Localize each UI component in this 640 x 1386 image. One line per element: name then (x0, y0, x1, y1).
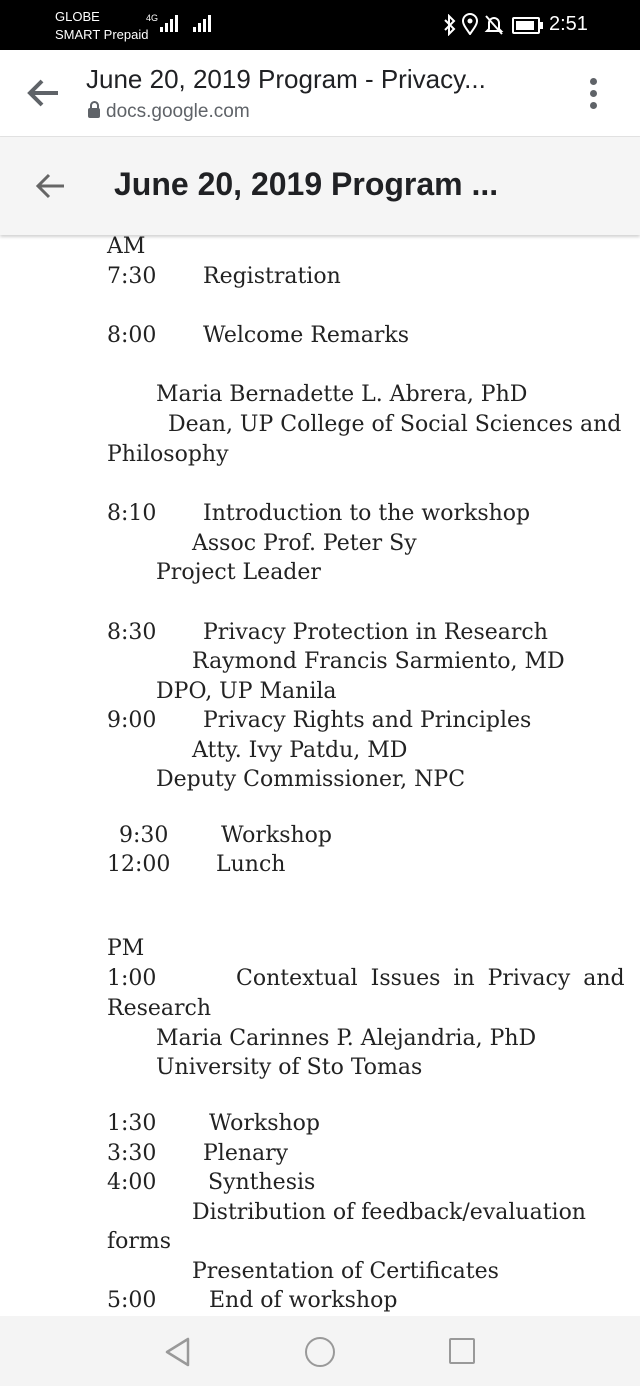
document-body (0, 236, 640, 1316)
url-display[interactable] (88, 101, 250, 123)
event-title: Workshop (209, 1111, 320, 1136)
time-label: 7:30 (107, 264, 157, 289)
lock-icon (88, 108, 100, 118)
nav-back-icon[interactable] (164, 1336, 192, 1368)
carrier-info (55, 8, 148, 44)
status-bar (0, 0, 640, 50)
more-options-icon[interactable] (583, 76, 605, 112)
time-label: 12:00 (107, 852, 171, 877)
speaker-role-cont: Philosophy (107, 442, 229, 467)
event-title: Registration (203, 264, 341, 289)
event-title-text: Contextual Issues in Privacy and (236, 966, 625, 991)
signal-strength-2-icon (193, 14, 217, 32)
event-title: End of workshop (209, 1288, 398, 1313)
speaker-role: Project Leader (156, 560, 321, 585)
time-label: 4:00 (107, 1170, 157, 1195)
agenda-item: Distribution of feedback/evaluation (192, 1200, 586, 1225)
battery-icon (512, 17, 540, 34)
time-label: 8:10 (107, 501, 157, 526)
event-title: Privacy Rights and Principles (203, 708, 532, 733)
doc-header-bar (0, 137, 640, 235)
time-label: 8:30 (107, 620, 157, 645)
event-title: Welcome Remarks (203, 323, 410, 348)
speaker-role: Dean, UP College of Social Sciences and (168, 412, 622, 437)
nav-recents-icon[interactable] (449, 1338, 475, 1364)
carrier-name-1: GLOBE (55, 9, 100, 24)
speaker-name: Maria Carinnes P. Alejandria, PhD (156, 1026, 537, 1051)
am-label: AM (107, 236, 146, 259)
speaker-name: Atty. Ivy Patdu, MD (192, 738, 408, 763)
time-label: 1:30 (107, 1111, 157, 1136)
speaker-name: Assoc Prof. Peter Sy (192, 531, 417, 556)
agenda-item: Presentation of Certificates (192, 1259, 499, 1284)
browser-back-arrow-icon[interactable] (26, 78, 60, 108)
time-label: 3:30 (107, 1141, 157, 1166)
speaker-name: Raymond Francis Sarmiento, MD (192, 649, 565, 674)
location-icon (461, 13, 479, 35)
doc-title: June 20, 2019 Program ... (114, 166, 499, 202)
agenda-item-cont: forms (107, 1229, 172, 1254)
speaker-role: DPO, UP Manila (156, 679, 337, 704)
event-title: Privacy Protection in Research (203, 620, 548, 645)
speaker-role: Deputy Commissioner, NPC (156, 767, 466, 792)
event-title-cont: Research (107, 996, 212, 1021)
mute-icon (484, 14, 504, 36)
bluetooth-icon (443, 14, 457, 36)
time-label: 5:00 (107, 1288, 157, 1313)
event-title (236, 965, 625, 993)
event-title: Introduction to the workshop (203, 501, 531, 526)
network-type: 4G (146, 13, 159, 23)
time-label: 1:00 (107, 966, 157, 991)
carrier-name-2: SMART Prepaid (55, 27, 149, 42)
time-label: 9:00 (107, 708, 157, 733)
clock: 2:51 (549, 13, 588, 35)
time-label: 8:00 (107, 323, 157, 348)
system-nav-bar (0, 1316, 640, 1386)
speaker-name: Maria Bernadette L. Abrera, PhD (156, 382, 528, 407)
speaker-affiliation: University of Sto Tomas (156, 1055, 423, 1080)
doc-back-arrow-icon[interactable] (34, 171, 66, 201)
browser-page-title[interactable]: June 20, 2019 Program - Privacy... (86, 64, 486, 94)
nav-home-icon[interactable] (305, 1337, 335, 1367)
url-text: docs.google.com (106, 101, 250, 122)
event-title: Workshop (221, 823, 332, 848)
pm-label: PM (107, 936, 145, 961)
browser-toolbar (0, 50, 640, 137)
time-label: 9:30 (119, 823, 169, 848)
event-title: Plenary (203, 1141, 289, 1166)
event-title: Lunch (216, 852, 286, 877)
event-title: Synthesis (208, 1170, 316, 1195)
